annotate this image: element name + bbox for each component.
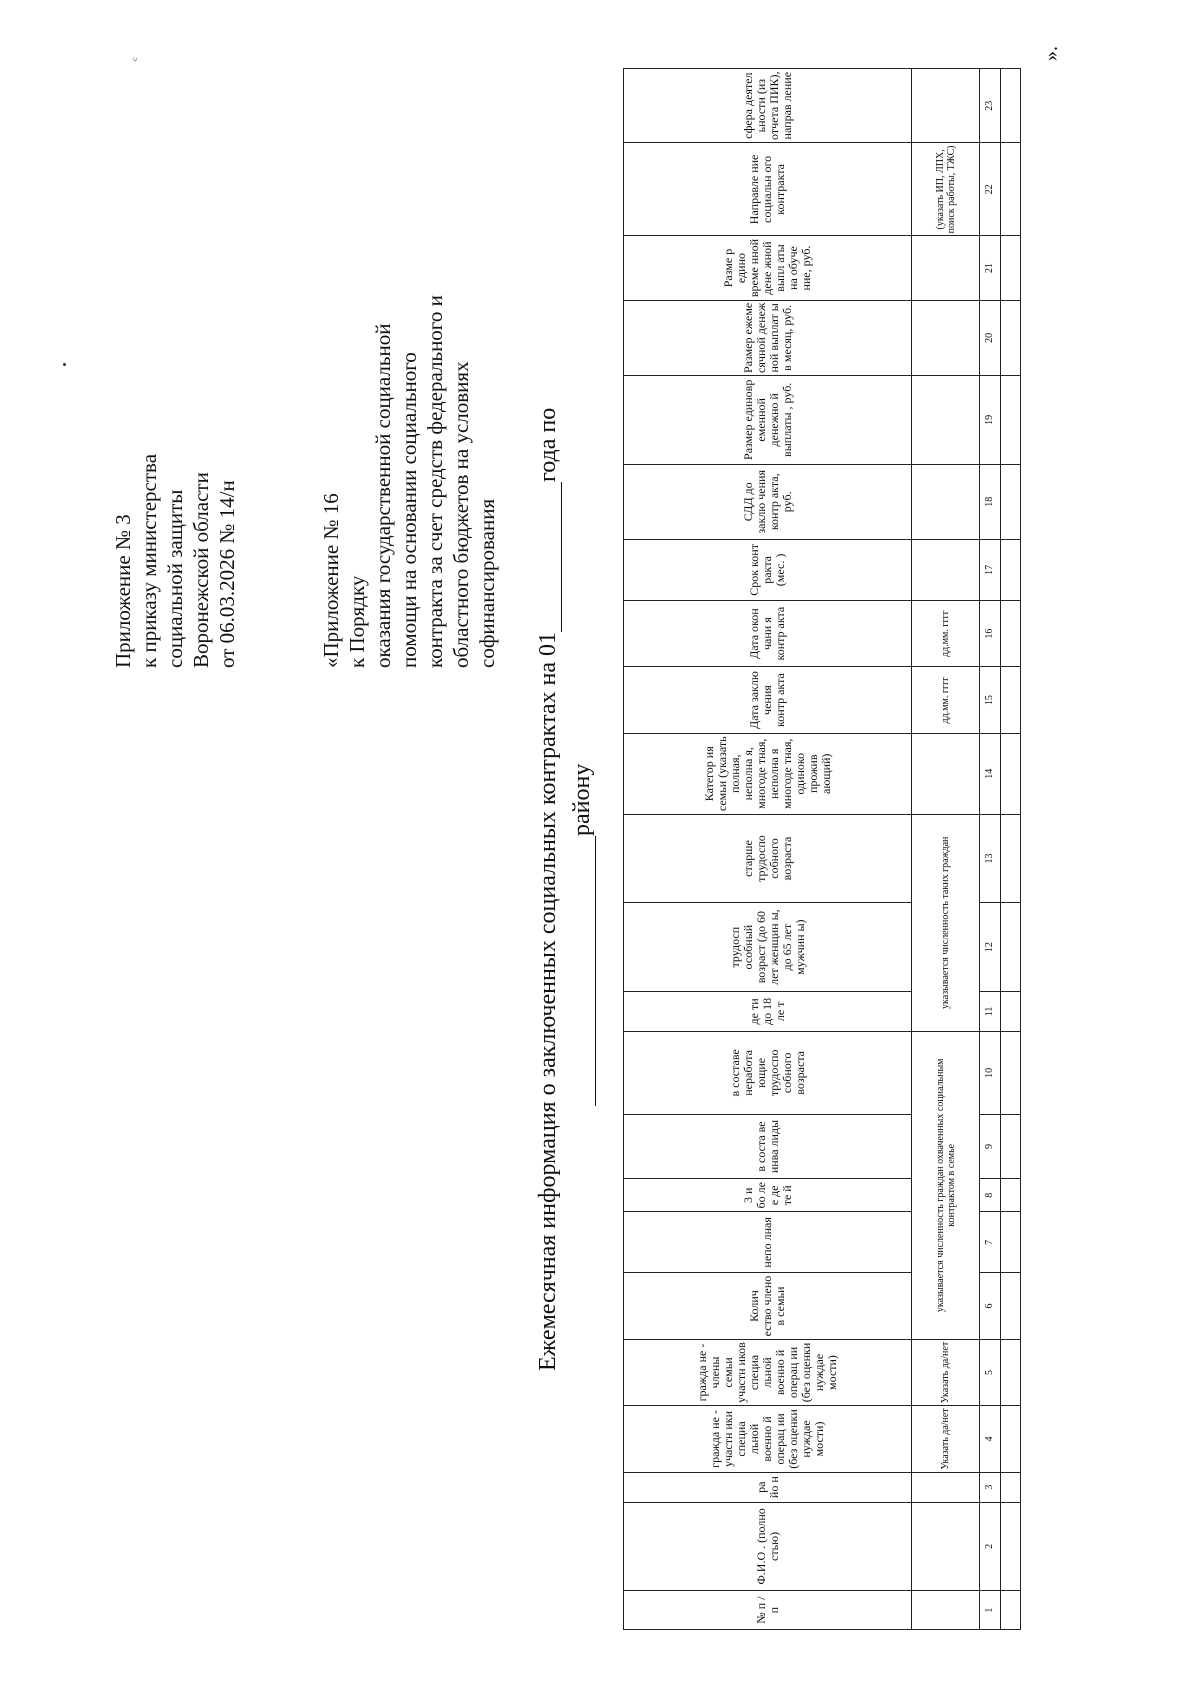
note-cell xyxy=(912,236,980,300)
order-line: оказания государственной социальной xyxy=(371,323,395,668)
data-cell xyxy=(1000,300,1020,375)
table-header-row xyxy=(624,69,912,1630)
column-number: 23 xyxy=(980,69,1000,143)
header-cell: трудосп особный возраст (до 60 лет женщин ы, до 65 лет мужчин ы) xyxy=(624,903,912,992)
order-line: областного бюджетов на условиях xyxy=(449,361,473,668)
data-cell xyxy=(1000,464,1020,539)
scan-artifact: ᶜ xyxy=(130,57,145,61)
column-number: 19 xyxy=(980,376,1000,465)
note-cell: дд.мм. гггг xyxy=(912,667,980,733)
order-line: софинансирования xyxy=(475,498,499,668)
data-cell xyxy=(1000,143,1020,236)
data-cell xyxy=(1000,991,1020,1031)
title-suffix: года по xyxy=(535,407,561,482)
note-cell xyxy=(912,464,980,539)
column-number: 2 xyxy=(980,1502,1000,1591)
appendix-line: от 06.03.2026 № 14/н xyxy=(215,480,239,668)
data-cell xyxy=(1000,1273,1020,1339)
data-cell xyxy=(1000,814,1020,903)
order-line: к Порядку xyxy=(345,575,369,668)
note-cell xyxy=(912,539,980,600)
title-prefix: Ежемесячная информация о заключенных социальных контрактах на 01 xyxy=(535,632,561,1371)
note-cell: Указать да/нет xyxy=(912,1339,980,1405)
note-cell: указывается численность граждан охваченных социальным контрактом в семье xyxy=(912,1031,980,1339)
column-number: 15 xyxy=(980,667,1000,733)
header-cell: 3 и бо ле е де те й xyxy=(624,1179,912,1212)
column-number: 8 xyxy=(980,1179,1000,1212)
header-cell: ра йо н xyxy=(624,1472,912,1502)
column-number: 18 xyxy=(980,464,1000,539)
header-cell: Разме р едино време нной дене жной выпл аты на обуче ние, руб. xyxy=(624,236,912,300)
column-number: 12 xyxy=(980,903,1000,992)
appendix-line: социальной защиты xyxy=(163,489,187,668)
column-number: 11 xyxy=(980,991,1000,1031)
header-cell: Ф.И.О . (полно стью) xyxy=(624,1502,912,1591)
column-number: 20 xyxy=(980,300,1000,375)
data-cell xyxy=(1000,1591,1020,1630)
header-cell: Направле ние социальн ого контракта xyxy=(624,143,912,236)
data-cell xyxy=(1000,236,1020,300)
order-line: контракта за счет средств федерального и xyxy=(423,295,447,668)
header-cell: Категор ия семьи (указать полная, неполна я, многоде тная, неполна я многоде тная, одиноко прожив ающий) xyxy=(624,733,912,814)
header-cell: старше трудоспо собного возраста xyxy=(624,814,912,903)
note-cell: указывается численность таких граждан xyxy=(912,814,980,1031)
column-number: 17 xyxy=(980,539,1000,600)
data-cell xyxy=(1000,1179,1020,1212)
date-blank-field xyxy=(539,482,562,632)
appendix-line: Приложение № 3 xyxy=(111,514,135,668)
note-cell xyxy=(912,376,980,465)
data-cell xyxy=(1000,733,1020,814)
header-cell: Колич ество члено в семьи xyxy=(624,1273,912,1339)
order-line: помощи на основании социального xyxy=(397,352,421,668)
column-number: 22 xyxy=(980,143,1000,236)
data-cell xyxy=(1000,69,1020,143)
header-cell: № п / п xyxy=(624,1591,912,1630)
note-cell xyxy=(912,1591,980,1630)
note-cell xyxy=(912,1472,980,1502)
note-cell xyxy=(912,1502,980,1591)
data-cell xyxy=(1000,1114,1020,1178)
header-cell: СДД до заклю чения контр акта, руб. xyxy=(624,464,912,539)
header-cell: в составе неработа ющие трудоспо собного возраста xyxy=(624,1031,912,1114)
data-cell xyxy=(1000,1406,1020,1472)
column-number-row xyxy=(980,69,1000,1630)
scan-dot xyxy=(63,363,66,366)
data-cell xyxy=(1000,1472,1020,1502)
column-number: 3 xyxy=(980,1472,1000,1502)
data-cell xyxy=(1000,600,1020,666)
data-cell xyxy=(1000,539,1020,600)
contracts-table xyxy=(623,68,1021,1630)
header-cell: в соста ве инва лиды xyxy=(624,1114,912,1178)
column-number: 4 xyxy=(980,1406,1000,1472)
column-number: 9 xyxy=(980,1114,1000,1178)
empty-data-row xyxy=(1000,69,1020,1630)
data-cell xyxy=(1000,667,1020,733)
data-cell xyxy=(1000,1212,1020,1273)
column-number: 7 xyxy=(980,1212,1000,1273)
data-cell xyxy=(1000,376,1020,465)
appendix-block xyxy=(110,454,240,668)
title-line2: району xyxy=(569,763,595,836)
table-notes-row xyxy=(912,69,980,1630)
note-cell xyxy=(912,69,980,143)
district-line xyxy=(569,764,596,1106)
header-cell: де ти до 18 ле т xyxy=(624,991,912,1031)
column-number: 6 xyxy=(980,1273,1000,1339)
note-cell xyxy=(912,300,980,375)
header-cell: сфера деятел ьности (из отчета ПИК), направ ление xyxy=(624,69,912,143)
data-cell xyxy=(1000,1339,1020,1405)
order-block xyxy=(318,295,500,668)
column-number: 1 xyxy=(980,1591,1000,1630)
closing-quote: ». xyxy=(1040,46,1062,61)
note-cell: дд.мм. гггг xyxy=(912,600,980,666)
header-cell: гражда не - участн ики специа льной военно й операц ии (без оценки нуждае мости) xyxy=(624,1406,912,1472)
data-cell xyxy=(1000,1502,1020,1591)
note-cell: (указать ИП, ЛПХ, поиск работы, ТЖС) xyxy=(912,143,980,236)
column-number: 10 xyxy=(980,1031,1000,1114)
header-cell: Размер ежеме сячной денеж ной выплат ы в месяц, руб. xyxy=(624,300,912,375)
note-cell: Указать да/нет xyxy=(912,1406,980,1472)
column-number: 5 xyxy=(980,1339,1000,1405)
note-cell xyxy=(912,733,980,814)
column-number: 21 xyxy=(980,236,1000,300)
header-cell: Дата окон чани я контр акта xyxy=(624,600,912,666)
header-cell: Срок конт ракта (мес. ) xyxy=(624,539,912,600)
column-number: 16 xyxy=(980,600,1000,666)
header-cell: непо лная xyxy=(624,1212,912,1273)
data-cell xyxy=(1000,1031,1020,1114)
document-title xyxy=(535,408,562,1371)
appendix-line: к приказу министерства xyxy=(137,453,161,668)
header-cell: Дата заклю чения контр акта xyxy=(624,667,912,733)
appendix-line: Воронежской области xyxy=(189,472,213,668)
order-line: «Приложение № 16 xyxy=(319,493,343,668)
header-cell: гражда не - члены семьи участн иков специа льной военно й операц ии (без оценки нуждае мости) xyxy=(624,1339,912,1405)
header-cell: Размер единовр еменной денежно й выплаты , руб. xyxy=(624,376,912,465)
contracts-table-wrapper xyxy=(623,68,1021,1630)
column-number: 13 xyxy=(980,814,1000,903)
district-blank-field xyxy=(573,836,596,1106)
column-number: 14 xyxy=(980,733,1000,814)
data-cell xyxy=(1000,903,1020,992)
